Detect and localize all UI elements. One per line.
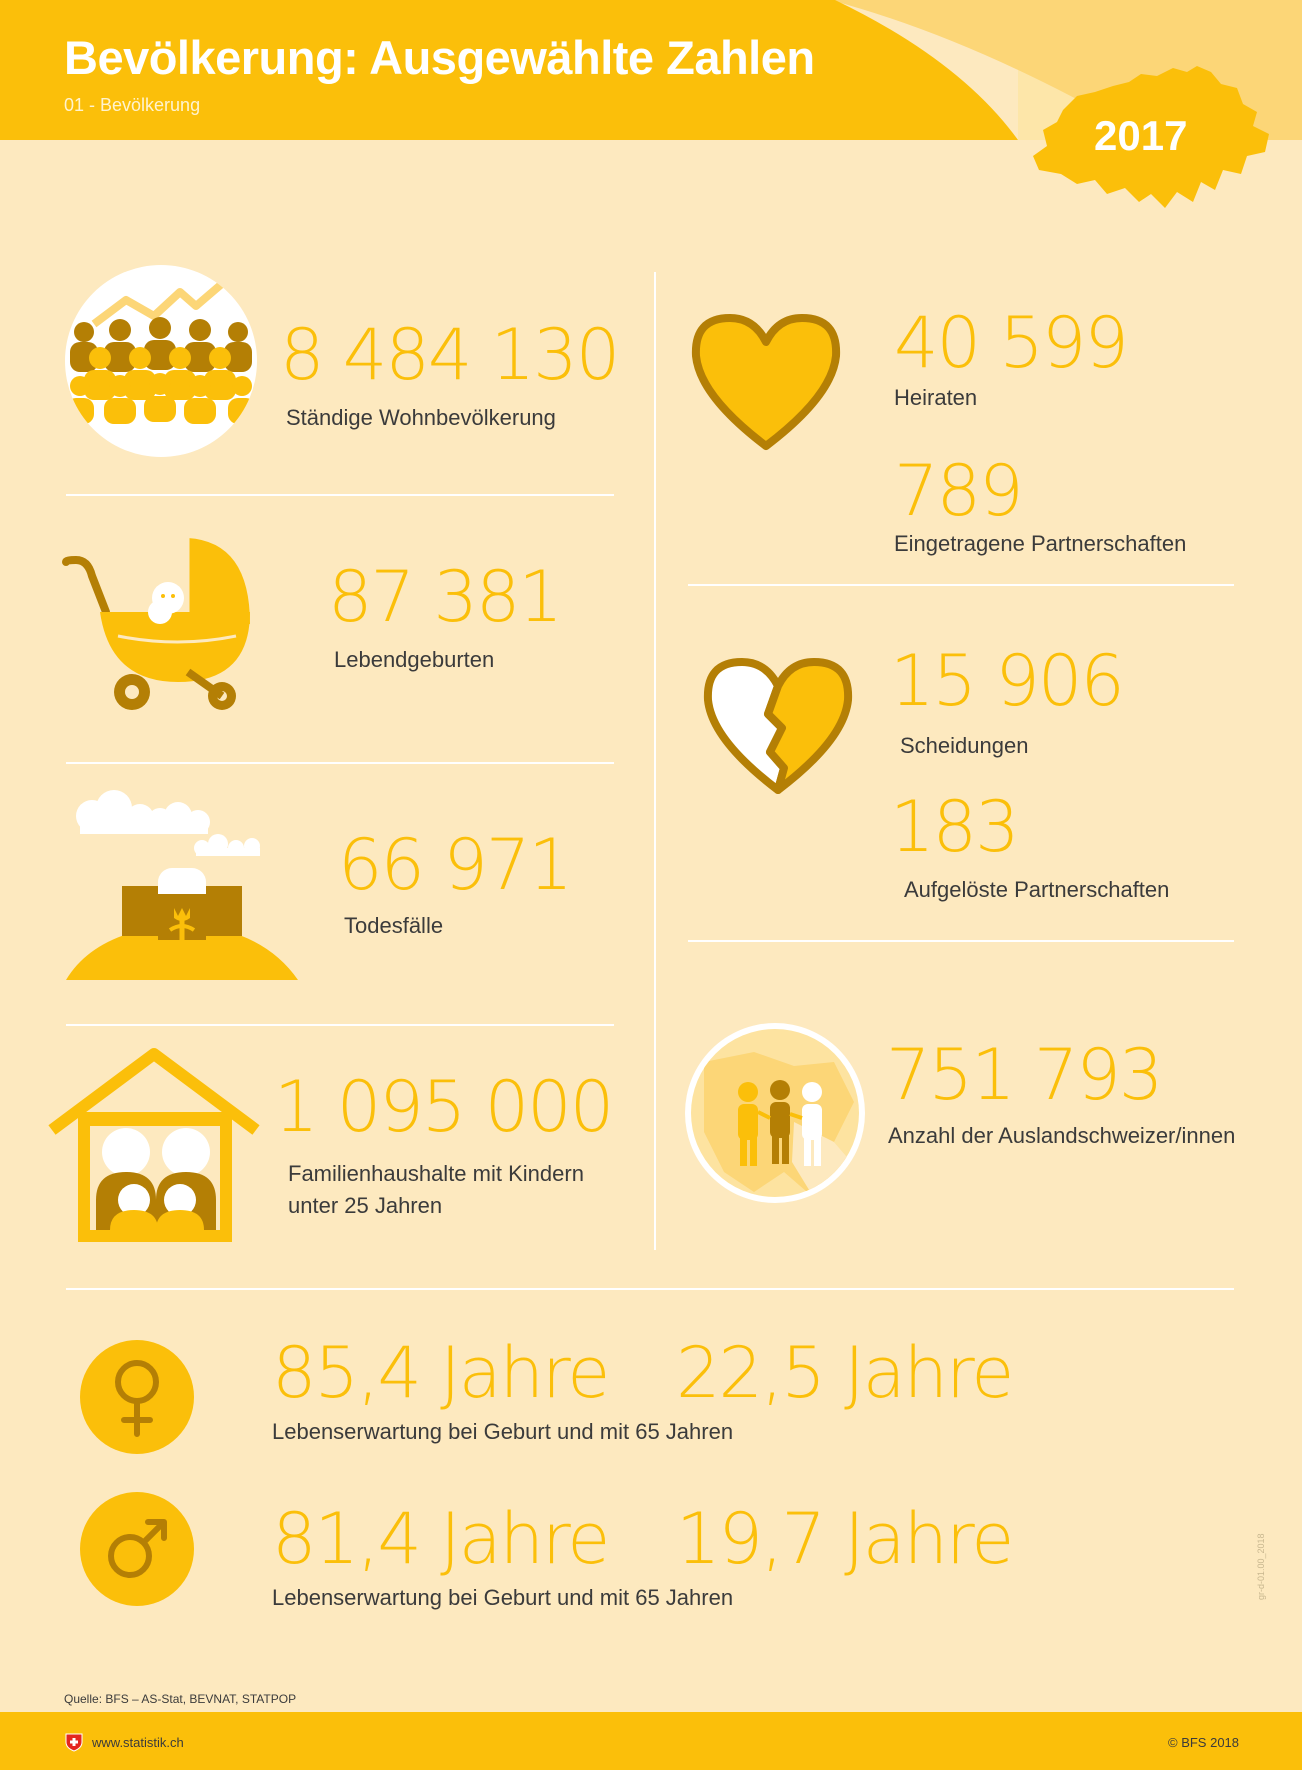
births-label: Lebendgeburten	[334, 647, 495, 672]
document-code: gr-d-01.00_2018	[1256, 1533, 1266, 1600]
divorces-label: Scheidungen	[900, 733, 1029, 758]
year-badge: 2017	[1094, 112, 1188, 159]
male-symbol-icon	[80, 1492, 194, 1606]
house-family-icon	[48, 1050, 262, 1244]
deaths-label: Todesfälle	[344, 913, 444, 938]
female-symbol-icon	[80, 1340, 194, 1454]
female-life-birth-value: 85,4 Jahre	[272, 1332, 609, 1414]
partnerships-label: Eingetragene Partnerschaften	[894, 531, 1187, 556]
births-value: 87 381	[328, 556, 561, 638]
divider	[66, 762, 614, 764]
deaths-value: 66 971	[338, 824, 571, 906]
divider	[688, 584, 1234, 586]
male-life-label: Lebenserwartung bei Geburt und mit 65 Jahren	[272, 1585, 734, 1610]
page-subtitle: 01 - Bevölkerung	[64, 95, 201, 115]
footer-bar	[0, 1712, 1302, 1770]
households-value: 1 095 000	[274, 1066, 613, 1148]
heart-icon	[690, 312, 842, 452]
female-life-65-value: 22,5 Jahre	[676, 1332, 1013, 1414]
partnerships-value: 789	[894, 450, 1022, 532]
dissolved-partnerships-label: Aufgelöste Partnerschaften	[904, 877, 1170, 902]
marriages-label: Heiraten	[894, 385, 978, 410]
divider	[66, 1024, 614, 1026]
households-label: Familienhaushalte mit Kindern	[288, 1161, 584, 1186]
divider	[66, 494, 614, 496]
crowd-icon	[64, 264, 258, 458]
male-life-birth-value: 81,4 Jahre	[272, 1498, 609, 1580]
households-label-line2: unter 25 Jahren	[288, 1193, 443, 1218]
source-note: Quelle: BFS – AS-Stat, BEVNAT, STATPOP	[64, 1692, 297, 1706]
divider	[688, 940, 1234, 942]
swiss-flag-icon	[64, 1732, 84, 1752]
divorces-value: 15 906	[890, 640, 1123, 722]
population-label: Ständige Wohnbevölkerung	[286, 405, 556, 430]
dissolved-partnerships-value: 183	[890, 786, 1018, 868]
grave-icon	[66, 790, 300, 982]
marriages-value: 40 599	[894, 302, 1127, 384]
swiss-abroad-value: 751 793	[886, 1034, 1162, 1116]
column-divider	[654, 272, 656, 1250]
page-title: Bevölkerung: Ausgewählte Zahlen	[64, 31, 815, 84]
male-life-65-value: 19,7 Jahre	[676, 1498, 1013, 1580]
globe-people-icon	[684, 1022, 866, 1204]
divider	[66, 1288, 1234, 1290]
copyright: © BFS 2018	[1168, 1735, 1240, 1750]
website-link[interactable]: www.statistik.ch	[92, 1735, 184, 1750]
population-value: 8 484 130	[280, 314, 619, 396]
stroller-icon	[60, 532, 260, 718]
swiss-abroad-label: Anzahl der Auslandschweizer/innen	[888, 1123, 1236, 1148]
broken-heart-icon	[702, 656, 854, 796]
female-life-label: Lebenserwartung bei Geburt und mit 65 Jahren	[272, 1419, 734, 1444]
